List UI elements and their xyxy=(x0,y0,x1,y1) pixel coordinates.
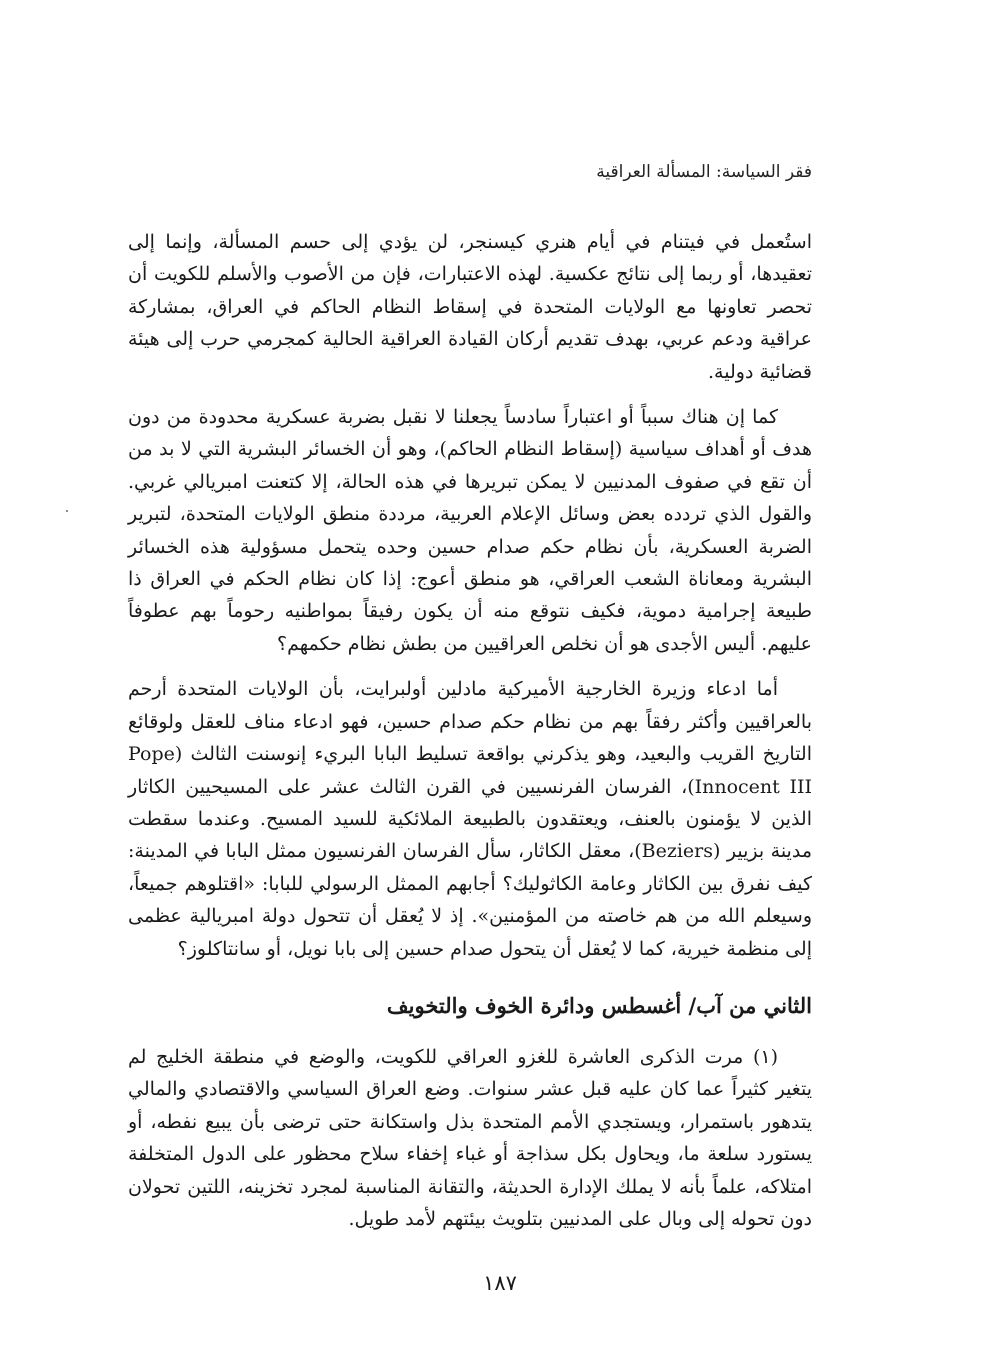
paragraph-2: كما إن هناك سبباً أو اعتباراً سادساً يجعلنا لا نقبل بضربة عسكرية محدودة من دون هدف أو أهداف سياسية (إسقاط النظام الحاكم)، وهو أن الخسائر البشرية التي لا بد من أن تقع في صفوف المدنيين لا يمكن تبريرها في هذه الحالة، إلا كتعنت امبريالي غربي. والقول الذي تردده بعض وسائل الإعلام العربية، مرددة منطق الولايات المتحدة، لتبرير الضربة العسكرية، بأن نظام حكم صدام حسين وحده يتحمل مسؤولية هذه الخسائر البشرية ومعاناة الشعب العراقي، هو منطق أعوج: إذا كان نظام الحكم في العراق ذا طبيعة إجرامية دموية، فكيف نتوقع منه أن يكون رفيقاً بمواطنيه رحوماً بهم عطوفاً عليهم. أليس الأجدى هو أن نخلص العراقيين من بطش نظام حكمهم؟ xyxy=(128,406,812,655)
book-page xyxy=(128,160,812,1248)
section-heading: الثاني من آب/ أغسطس ودائرة الخوف والتخويف xyxy=(386,992,812,1018)
section-paragraph-1: (١) مرت الذكرى العاشرة للغزو العراقي للكويت، والوضع في منطقة الخليج لم يتغير كثيراً عما كان عليه قبل عشر سنوات. وضع العراق السياسي والاقتصادي والمالي يتدهور باستمرار، ويستجدي الأمم المتحدة بذل واستكانة حتى ترضى بأن يبيع نفطه، أو يستورد سلعة ما، ويحاول بكل سذاجة أو غباء إخفاء سلاح محظور على الدول المتخلفة امتلاكه، علماً بأنه لا يملك الإدارة الحديثة، والتقانة المناسبة لمجرد تخزينه، اللتين تحولان دون تحوله إلى وبال على المدنيين بتلويث بيئتهم لأمد طويل. xyxy=(128,1045,812,1230)
running-header: فقر السياسة: المسألة العراقية xyxy=(596,162,812,182)
page-number: ١٨٧ xyxy=(483,1271,517,1295)
paragraph-3: أما ادعاء وزيرة الخارجية الأميركية مادلين أولبرايت، بأن الولايات المتحدة أرحم بالعراقيين وأكثر رفقاً بهم من نظام حكم صدام حسين، فهو ادعاء مناف للعقل ولوقائع التاريخ القريب والبعيد، وهو يذكرني بواقعة تسليط البابا البريء إنوسنت الثالث (Pope Innocent III)، الفرسان الفرنسيين في القرن الثالث عشر على المسيحيين الكاثار الذين لا يؤمنون بالعنف، ويعتقدون بالطبيعة الملائكية للسيد المسيح. وعندما سقطت مدينة بزيير (Beziers)، معقل الكاثار، سأل الفرسان الفرنسيون ممثل البابا في المدينة: كيف نفرق بين الكاثار وعامة الكاثوليك؟ أجابهم الممثل الرسولي للبابا: «اقتلوهم جميعاً، وسيعلم الله من هم خاصته من المؤمنين». إذ لا يُعقل أن تتحول دولة امبريالية عظمى إلى منظمة خيرية، كما لا يُعقل أن يتحول صدام حسين إلى بابا نويل، أو سانتاكلوز؟ xyxy=(128,678,812,960)
paragraph-1: استُعمل في فيتنام في أيام هنري كيسنجر، لن يؤدي إلى حسم المسألة، وإنما إلى تعقيدها، أو ربما إلى نتائج عكسية. لهذه الاعتبارات، فإن من الأصوب والأسلم للكويت أن تحصر تعاونها مع الولايات المتحدة في إسقاط النظام الحاكم في العراق، بمشاركة عراقية ودعم عربي، بهدف تقديم أركان القيادة العراقية الحالية كمجرمي حرب إلى هيئة قضائية دولية. xyxy=(128,231,812,383)
margin-mark xyxy=(66,510,68,512)
